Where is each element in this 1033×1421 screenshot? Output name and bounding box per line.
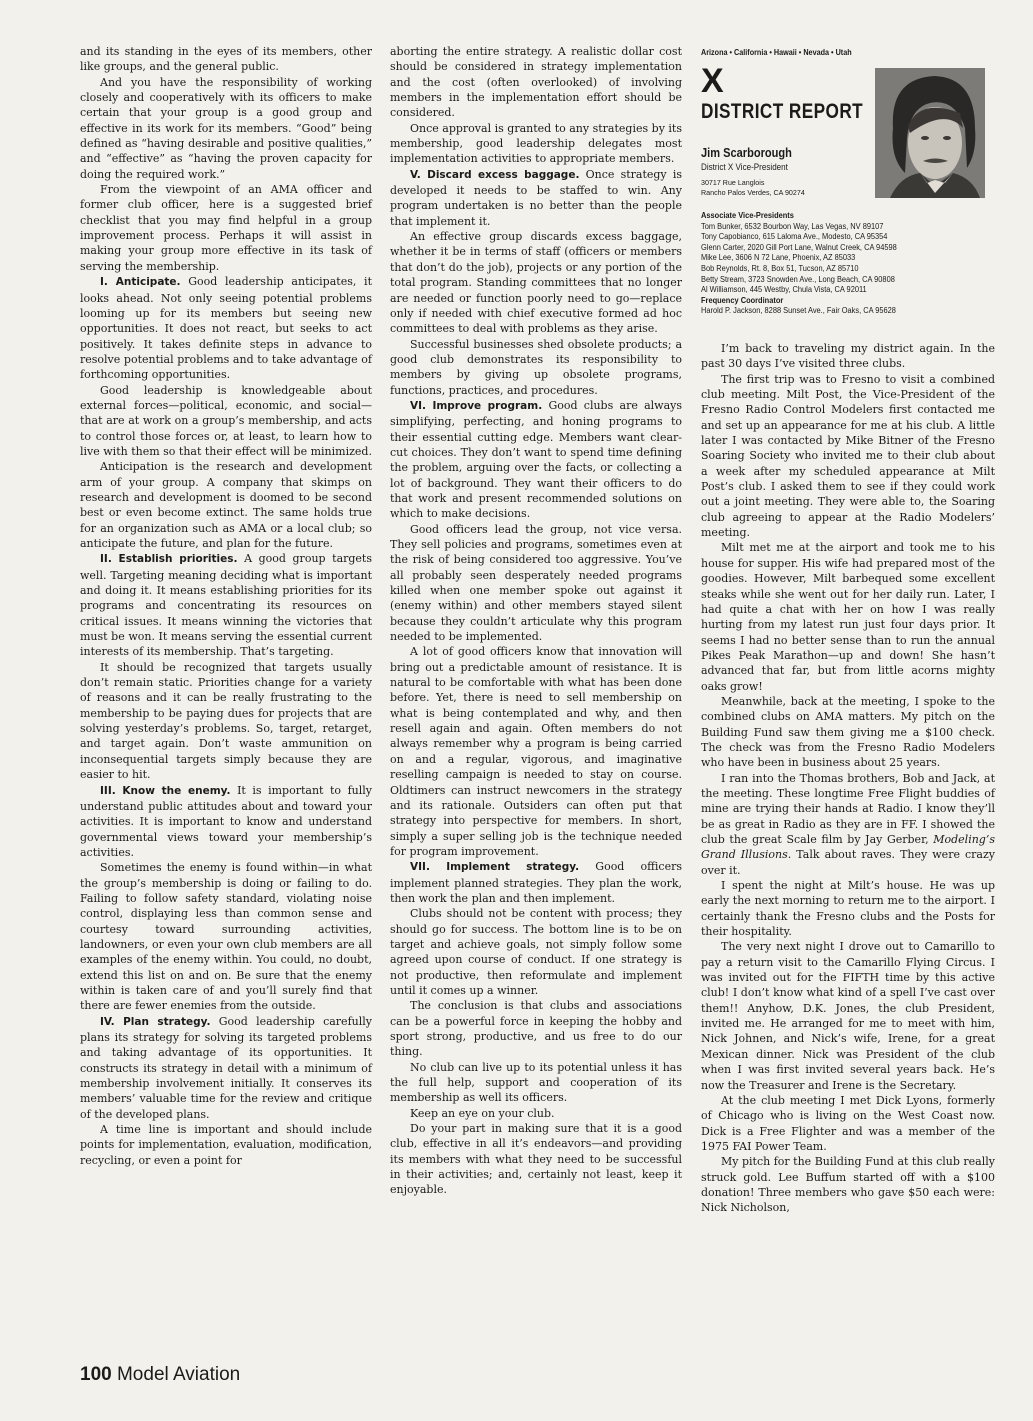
paragraph	[701, 694, 995, 771]
paragraph	[80, 182, 372, 274]
paragraph-text: I’m back to traveling my district again. In the past 30 days I’ve visited three clubs.	[701, 342, 995, 371]
vp-address	[701, 178, 805, 197]
paragraph-text: My pitch for the Building Fund at this club really struck gold. Lee Buffum started off with a $100 donation! Three members who gave $50 each were: Nick Nicholson,	[701, 1155, 995, 1215]
section-heading: VI. Improve program.	[410, 399, 543, 412]
paragraph	[390, 121, 682, 167]
vp-portrait-photo	[875, 68, 985, 198]
paragraph	[390, 1060, 682, 1106]
frequency-coordinator-heading: Frequency Coordinator	[701, 295, 784, 305]
section-heading: II. Establish priorities.	[100, 553, 238, 566]
paragraph-text: Good leadership is knowledgeable about external forces—political, economic, and social—that are at work on a group’s membership, and acts to control those forces or, at least, to learn how to live with them so that their effect will be minimized.	[80, 383, 372, 458]
paragraph-text: I ran into the Thomas brothers, Bob and Jack, at the meeting. These longtime Free Flight buddies of mine are trying their hands at Radio. I know they’ll be as great in Radio as they are in FF. I showed the club the great Scale film by Jay Gerber,	[701, 771, 995, 846]
paragraph-text: Talk about raves. They were crazy over it.	[701, 848, 995, 877]
address-line: 30717 Rue Langlois	[701, 178, 765, 187]
paragraph-text: From the viewpoint of an AMA officer and former club officer, here is a suggested brief checklist that you may find helpful in a group improvement process. Perhaps it will assist in making your group more effective in its task of serving the membership.	[80, 183, 372, 273]
paragraph	[80, 660, 372, 783]
paragraph	[80, 1014, 372, 1122]
paragraph	[80, 783, 372, 861]
paragraph	[390, 906, 682, 998]
paragraph	[80, 274, 372, 382]
section-heading: V. Discard excess baggage.	[410, 168, 580, 181]
vp-title: District X Vice-President	[701, 162, 788, 173]
paragraph	[701, 771, 995, 878]
page-footer	[80, 1364, 240, 1386]
paragraph-text: Milt met me at the airport and took me to his house for supper. His wife had prepared most of the goodies. However, Milt barbequed some excellent steaks while she went out for her daily run. Later, I had quite a chat with her on how I was really hurting from my latest run just four days prior. It seems I had no better sense than to run the annual Pikes Peak Marathon—up and down! She hasn’t advanced that far, but from little acorns mighty oaks grow!	[701, 541, 995, 693]
paragraph-text: No club can live up to its potential unless it has the full help, support and cooperation of its membership as well its officers.	[390, 1060, 682, 1105]
paragraph	[390, 1106, 682, 1121]
paragraph-text: It should be recognized that targets usually don’t remain static. Priorities change for a variety of reasons and it can be really frustrating to the membership to be paying dues for projects that are solving yesterday’s problems. So, target, retarget, and target again. Don’t waste ammunition on inconsequential targets simply because they are easier to hit.	[80, 660, 372, 782]
paragraph	[701, 1093, 995, 1154]
associate-vp: Betty Stream, 3723 Snowden Ave., Long Beach, CA 90808	[701, 274, 895, 284]
associate-vp: Glenn Carter, 2020 Gill Port Lane, Walnut Creek, CA 94598	[701, 242, 897, 252]
film-title: Modeling’s Grand Illusions.	[701, 833, 995, 862]
paragraph	[80, 75, 372, 182]
paragraph	[80, 860, 372, 1013]
paragraph	[701, 341, 995, 372]
paragraph	[390, 229, 682, 336]
page-number: 100	[80, 1364, 112, 1385]
paragraph	[80, 1122, 372, 1168]
paragraph-text: At the club meeting I met Dick Lyons, formerly of Chicago who is living on the West Coast now. Dick is a Free Flighter and was a member of the 1975 FAI Power Team.	[701, 1093, 995, 1153]
paragraph-text: Once approval is granted to any strategies by its membership, good leadership delegates most implementation activities to appropriate members.	[390, 121, 682, 166]
paragraph	[390, 1121, 682, 1198]
paragraph-text: An effective group discards excess baggage, whether it be in terms of staff (officers or members that don’t do the job), projects or any portion of the total program. Standing committees that no longer are needed or function poorly need to go—replace only if needed with chief executive formed ad hoc committees to deal with problems as they arise.	[390, 230, 682, 336]
paragraph	[80, 459, 372, 551]
paragraph-text: A good group targets well. Targeting meaning deciding what is important and doing it. It means establishing priorities for its programs and concentrating its resources on critical issues. It means winning the victories that must be won. It means serving the essential current interests of its membership. That’s targeting.	[80, 552, 372, 659]
article-column-1	[80, 44, 372, 1168]
paragraph-text: Keep an eye on your club.	[410, 1106, 555, 1120]
paragraph-text: Anticipation is the research and development arm of your group. A company that skimps on research and development is doomed to be second best or even become extinct. The same holds true for an organization such as AMA or a local club; so anticipate the future, and plan for the future.	[80, 460, 372, 550]
paragraph	[701, 540, 995, 693]
paragraph	[390, 998, 682, 1059]
paragraph-text: Once strategy is developed it needs to be staffed to win. Any program undertaken is no better than the people that implement it.	[390, 167, 682, 228]
frequency-coordinator: Harold P. Jackson, 8288 Sunset Ave., Fair Oaks, CA 95628	[701, 306, 896, 316]
paragraph-text: Good leadership anticipates, it looks ahead. Not only seeing potential problems looming up for its members but seeing new opportunities. It does not react, but seeks to act positively. It takes definite steps in advance to resolve potential problems and to take advantage of forthcoming opportunities.	[80, 275, 372, 382]
paragraph	[390, 859, 682, 906]
paragraph	[701, 1154, 995, 1215]
paragraph-text: The very next night I drove out to Camarillo to pay a return visit to the Camarillo Flying Circus. I was invited out for the FIFTH time by this active club! I don’t know what kind of a spell I’ve cast over them!! Anyhow, D.K. Jones, the club President, invited me. He arranged for me to meet with him, Nick Johnen, and Nick’s wife, Irene, for a great Mexican dinner. Nick was President of the club when I was first invited several years back. He’s now the Treasurer and Irene is the Secretary.	[701, 940, 995, 1092]
magazine-name: Model Aviation	[116, 1364, 241, 1385]
section-title: DISTRICT REPORT	[701, 100, 864, 123]
paragraph	[80, 551, 372, 659]
paragraph-text: Good clubs are always simplifying, perfecting, and honing programs to their essential cutting edge. Members want clear-cut choices. They don’t want to spend time defining the problem, arguing over the facts, or collecting a lot of background. They want their officers to do that work and present recommended solutions on which to make decisions.	[390, 398, 683, 521]
paragraph-text: It is important to fully understand public attitudes about and toward your activities. It is important to know and understand governmental views toward your membership’s activities.	[80, 783, 372, 859]
paragraph-text: Good leadership carefully plans its strategy for solving its targeted problems and taking advantage of its opportunities. It constructs its strategy in detail with a minimum of membership involvement initially. It conserves its members’ valuable time for the review and critique of the developed plans.	[80, 1014, 372, 1121]
paragraph-text: And you have the responsibility of working closely and cooperatively with its officers to make certain that your group is a good group and effective in its work for its members. “Good” being defined as “having desirable and positive qualities,” and “effective” as “having the proven capacity for doing the required work.”	[80, 75, 372, 181]
associate-vp-heading: Associate Vice-Presidents	[701, 211, 794, 220]
paragraph-text: aborting the entire strategy. A realistic dollar cost should be considered in strategy implementation and the cost (often overlooked) of involving members in the implementation effort should be considered.	[390, 45, 682, 120]
paragraph-text: Good officers implement planned strategies. They plan the work, then work the plan and then implement.	[390, 860, 682, 905]
section-heading: I. Anticipate.	[100, 276, 181, 289]
district-number: X	[701, 62, 724, 100]
paragraph	[701, 372, 995, 541]
associate-vp: Al Williamson, 445 Westby, Chula Vista, CA 92011	[701, 285, 867, 295]
paragraph-text: and its standing in the eyes of its members, other like groups, and the general public.	[80, 45, 372, 74]
paragraph-text: Meanwhile, back at the meeting, I spoke to the combined clubs on AMA matters. My pitch on the Building Fund saw them giving me a $100 check. The check was from the Fresno Radio Modelers who have been in business about 25 years.	[701, 694, 995, 770]
district-states: Arizona • California • Hawaii • Nevada • Utah	[701, 47, 852, 57]
paragraph	[390, 167, 682, 229]
paragraph-text: The conclusion is that clubs and associations can be a powerful force in keeping the hobby and sport strong, productive, and us free to do our thing.	[390, 999, 682, 1059]
associate-vp: Tom Bunker, 6532 Bourbon Way, Las Vegas, NV 89107	[701, 221, 884, 231]
address-line: Rancho Palos Verdes, CA 90274	[701, 187, 805, 197]
paragraph	[701, 939, 995, 1092]
paragraph	[701, 878, 995, 939]
paragraph-text: Successful businesses shed obsolete products; a good club demonstrates its responsibility to members by giving up obsolete programs, functions, practices, and procedures.	[390, 337, 682, 397]
paragraph	[390, 522, 682, 645]
associate-vp: Mike Lee, 3606 N 72 Lane, Phoenix, AZ 85033	[701, 253, 856, 263]
vp-name: Jim Scarborough	[701, 145, 792, 160]
paragraph	[80, 44, 372, 75]
paragraph-text: The first trip was to Fresno to visit a combined club meeting. Milt Post, the Vice-President of the Fresno Radio Control Modelers first contacted me and set up an appearance for me at his club. A little later I was contacted by Mike Bitner of the Fresno Soaring Society who invited me to their club about a week after my scheduled appearance at Milt Post’s club. I asked them to see if they could work out a joint meeting. They were able to, the Soaring club agreeing to appear at the Radio Modelers’ meeting.	[701, 372, 995, 540]
paragraph-text: Do your part in making sure that it is a good club, effective in all it’s endeavors—and providing its members with what they need to be successful in their activities; and, certainly not least, keep it enjoyable.	[390, 1122, 682, 1197]
associate-vp-list	[701, 211, 897, 317]
paragraph	[390, 644, 682, 859]
paragraph	[390, 337, 682, 398]
paragraph-text: Good officers lead the group, not vice versa. They sell policies and programs, sometimes even at the risk of being considered too aggressive. You’ve all probably seen desperately needed programs killed when one member spoke out against it (enemy within) and other members stayed silent because they couldn’t articulate why this program needed to be implemented.	[390, 522, 682, 644]
paragraph	[390, 398, 682, 522]
paragraph-text: A lot of good officers know that innovation will bring out a predictable amount of resistance. It is natural to be comfortable with what has been done before. Yet, there is need to sell membership on what is being contemplated and why, and then resell again and again. Often members do not always remember why a program is being carried on and a regular, vigorous, and imaginative reselling campaign is needed to stay on course. Oldtimers can instruct newcomers in the strategy and its rationale. Outsiders can often put that strategy into perspective for members. In short, simply a super selling job is the technique needed for program improvement.	[390, 645, 682, 858]
paragraph	[390, 44, 682, 121]
district-report-body	[701, 341, 995, 1216]
section-heading: VII. Implement strategy.	[410, 861, 580, 874]
section-heading: IV. Plan strategy.	[100, 1015, 211, 1028]
section-heading: III. Know the enemy.	[100, 784, 231, 797]
associate-vp: Tony Capobianco, 615 Laloma Ave., Modesto, CA 95354	[701, 232, 888, 242]
paragraph	[80, 383, 372, 460]
associate-vp: Bob Reynolds, Rt. 8, Box 51, Tucson, AZ 85710	[701, 263, 859, 273]
paragraph-text: A time line is important and should include points for implementation, evaluation, modification, recycling, or even a point for	[80, 1123, 372, 1167]
paragraph-text: I spent the night at Milt’s house. He was up early the next morning to return me to the airport. I certainly thank the Fresno clubs and the Posts for their hospitality.	[701, 879, 995, 939]
paragraph-text: Sometimes the enemy is found within—in what the group’s membership is doing or failing to do. Failing to follow safety standard, violating noise control, displaying less than common sense and courtesy toward surrounding activities, landowners, or even your own club members are all examples of the enemy within. You could, no doubt, extend this list on and on. Be sure that the enemy within is taken care of and you’ll surely find that there are fewer enemies from the outside.	[80, 861, 372, 1013]
article-column-2	[390, 44, 682, 1198]
paragraph-text: Clubs should not be content with process; they should go for success. The bottom line is to be on target and achieve goals, not simply follow some agreed upon course of conduct. If one strategy is not productive, then reformulate and implement until it comes up a winner.	[390, 907, 682, 997]
